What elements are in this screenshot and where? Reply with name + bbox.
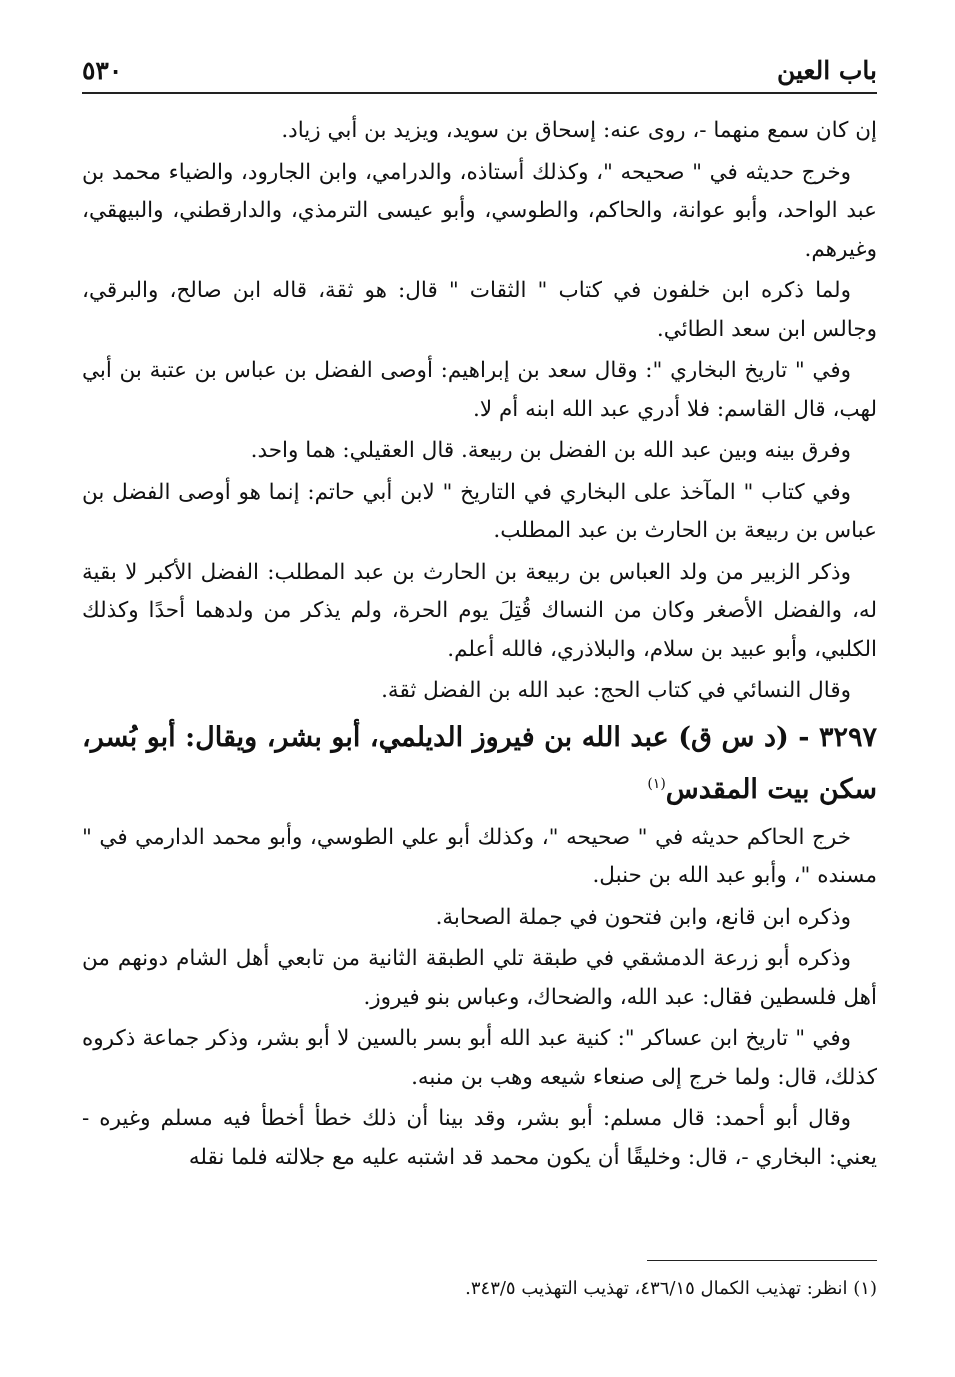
paragraph: إن كان سمع منهما -، روى عنه: إسحاق بن سويد، ويزيد بن أبي زياد. xyxy=(281,118,877,143)
paragraph: خرج الحاكم حديثه في " صحيحه "، وكذلك أبو علي الطوسي، وأبو محمد الدارمي في " مسنده "، وأبو عبد الله بن حنبل. xyxy=(82,824,877,888)
paragraph: وفرق بينه وبين عبد الله بن الفضل بن ربيعة. قال العقيلي: هما واحد. xyxy=(250,438,851,463)
paragraph: وذكره ابن قانع، وابن فتحون في جملة الصحابة. xyxy=(435,904,851,930)
entry-heading xyxy=(82,715,877,813)
chapter-title: باب العين xyxy=(776,56,877,85)
paragraph: وذكر الزبير من ولد العباس بن ربيعة بن الحارث بن عبد المطلب: الفضل الأكبر لا بقية له، والفضل الأصغر وكان من النساك قُتِلَ يوم الحرة، ولم يذكر من ولدهما أحدًا وكذلك الكلبي، وأبو عبيد بن سلام، والبلاذري، فالله أعلم. xyxy=(82,559,877,662)
paragraph: وخرج حديثه في " صحيحه "، وكذلك أستاذه، والدرامي، وابن الجارود، والضياء محمد بن عبد الواحد، وأبو عوانة، والحاكم، والطوسي، وأبو عيسى الترمذي، والدارقطني، والبيهقي، وغيرهم. xyxy=(82,159,877,262)
book-page xyxy=(82,48,877,1348)
paragraph: وفي " تاريخ ابن عساكر ": كنية عبد الله أبو بسر بالسين لا أبو بشر، وذكر جماعة ذكروه كذلك، قال: ولما خرج إلى صنعاء شيعه وهب بن منبه. xyxy=(82,1026,877,1090)
paragraph: وفي " تاريخ البخاري ": وقال سعد بن إبراهيم: أوصى الفضل بن عباس بن عتبة بن أبي لهب، قال القاسم: فلا أدري عبد الله ابنه أم لا. xyxy=(82,358,877,422)
page-number: ٥٣٠ xyxy=(82,56,123,85)
footnote-marker: (١) xyxy=(647,775,666,792)
paragraph: وقال أبو أحمد: قال مسلم: أبو بشر، وقد بينا أن ذلك خطأ أخطأ فيه مسلم وغيره - يعني: البخاري -، قال: وخليقًا أن يكون محمد قد اشتبه عليه مع جلالته فلما نقله xyxy=(82,1106,877,1170)
paragraph: وفي كتاب " المآخذ على البخاري في التاريخ " لابن أبي حاتم: إنما هو أوصى الفضل بن عباس بن ربيعة بن الحارث بن عبد المطلب. xyxy=(82,479,877,543)
paragraph: وقال النسائي في كتاب الحج: عبد الله بن الفضل ثقة. xyxy=(381,678,851,703)
paragraph: وذكره أبو زرعة الدمشقي في طبقة تلي الطبقة الثانية من تابعي أهل الشام دونهم من أهل فلسطين فقال: عبد الله، والضحاك، وعباس بنو فيروز. xyxy=(82,946,877,1010)
running-header xyxy=(82,48,877,94)
footnote: (١) انظر: تهذيب الكمال ٤٣٦/١٥، تهذيب التهذيب ٣٤٣/٥. xyxy=(465,1278,877,1299)
entry-heading-text: ٣٢٩٧ - (د س ق) عبد الله بن فيروز الديلمي، أبو بشر، ويقال: أبو بُسر، سكن بيت المقدس xyxy=(82,721,877,805)
page-body xyxy=(82,112,877,1177)
footnote-divider xyxy=(647,1260,877,1261)
paragraph: ولما ذكره ابن خلفون في كتاب " الثقات " قال: هو ثقة، قاله ابن صالح، والبرقي، وجالس ابن سعد الطائي. xyxy=(82,278,877,342)
